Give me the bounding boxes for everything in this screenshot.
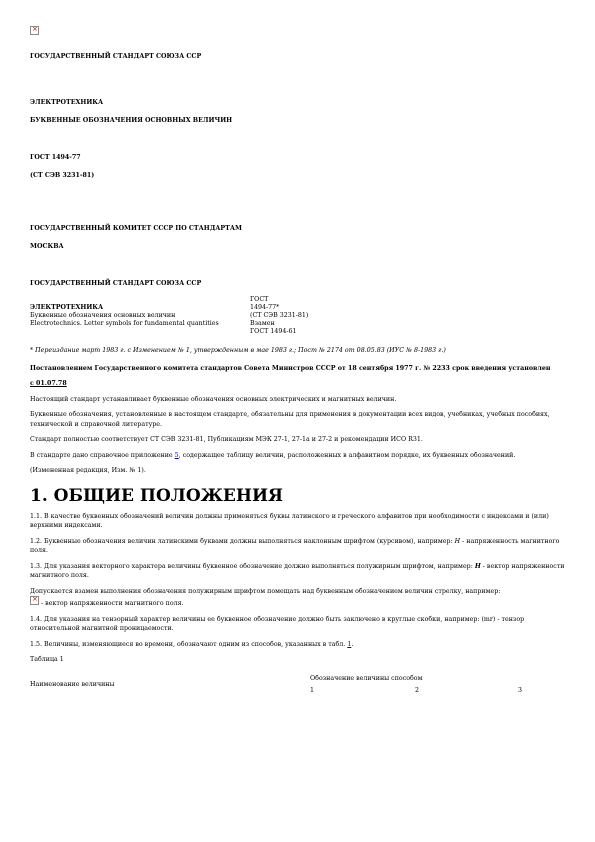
paragraph-4: [30, 451, 575, 461]
paragraph-4-text-a: В стандарте дано справочное приложение: [30, 451, 175, 459]
header-number: 1494-77*: [250, 304, 280, 311]
document-page: [30, 14, 575, 705]
resolution: Постановлением Государственного комитета стандартов Совета Министров СССР от 18 сентября 1977 г. № 2233 срок введения установлен: [30, 364, 551, 372]
table-1-header: [30, 675, 575, 705]
header-subtitle-ru: Буквенные обозначения основных величин: [30, 312, 176, 319]
header-replace: Взамен: [250, 320, 275, 327]
table-col-methods: Обозначение величины способом: [310, 674, 423, 682]
clause-1-2-symbol: H: [454, 537, 461, 545]
table-method-2: 2: [415, 686, 420, 694]
table-col-name: Наименование величины: [30, 680, 115, 688]
clause-1-2-text-b: - напряженность магнитного поля.: [30, 537, 560, 554]
table-1-link[interactable]: 1: [347, 640, 352, 648]
section-title: 1. ОБЩИЕ ПОЛОЖЕНИЯ: [30, 485, 283, 506]
cover-line-7: МОСКВА: [30, 243, 64, 250]
clause-1-5: [30, 640, 575, 650]
paragraph-3: Стандарт полностью соответствует СТ СЭВ 3231-81, Публикациям МЭК 27-1, 27-1а и 27-2 и рекомендации ИСО R31.: [30, 436, 423, 443]
table-method-3: 3: [518, 686, 523, 694]
header-gost: ГОСТ: [250, 296, 269, 303]
clause-1-3-alt: Допускается взамен выполнения обозначения полужирным шрифтом помещать над буквенным обозначением величин стрелку, например:: [30, 587, 501, 595]
paragraph-2: Буквенные обозначения, установленные в настоящем стандарте, обязательны для применения в документации всех видов, учебниках, учебных пособиях, технической и справочной литературе.: [30, 411, 550, 428]
clause-1-3-text-b: - вектор напряженности магнитного поля.: [30, 562, 565, 579]
clause-1-3-symbol: H: [474, 562, 481, 570]
clause-1-5-text-b: .: [351, 640, 354, 648]
clause-1-1: 1.1. В качестве буквенных обозначений величин должны применяться буквы латинского и греческого алфавитов при необходимости с индексами и (или) верхними индексами.: [30, 512, 549, 529]
clause-1-2: [30, 537, 575, 556]
clause-1-3-text-a: 1.3. Для указания векторного характера величины буквенное обозначение должно выполняться полужирным шрифтом, например:: [30, 562, 475, 570]
broken-image-icon: [30, 26, 39, 35]
paragraph-4-text-b: , содержащее таблицу величин, расположенных в алфавитном порядке, их буквенных обозначений.: [178, 451, 516, 459]
header-title-ru: ЭЛЕКТРОТЕХНИКА: [30, 304, 104, 311]
cover-line-1: ГОСУДАРСТВЕННЫЙ СТАНДАРТ СОЮЗА ССР: [30, 53, 202, 60]
cover-line-3: БУКВЕННЫЕ ОБОЗНАЧЕНИЯ ОСНОВНЫХ ВЕЛИЧИН: [30, 117, 233, 124]
cover-line-5: (СТ СЭВ 3231-81): [30, 172, 95, 179]
effective-date: с 01.07.78: [30, 380, 67, 387]
table-method-1: 1: [310, 686, 315, 694]
table-label: Таблица 1: [30, 656, 64, 663]
paragraph-1: Настоящий стандарт устанавливает буквенные обозначения основных электрических и магнитных величин.: [30, 395, 397, 403]
header-st-sev: (СТ СЭВ 3231-81): [250, 312, 309, 319]
clause-1-5-text-a: 1.5. Величины, изменяющиеся во времени, обозначают одним из способов, указанных в табл.: [30, 640, 348, 648]
clause-1-2-text-a: 1.2. Буквенные обозначения величин латинскими буквами должны выполняться наклонным шрифтом (курсивом), например:: [30, 537, 455, 545]
reissue-note: * Переиздание март 1983 г. с Изменением № 1, утвержденным в мае 1983 г.; Пост № 2174 от 08.05.83 (ИУС № 8-1983 г.): [30, 347, 446, 354]
cover-line-4: ГОСТ 1494-77: [30, 153, 81, 161]
clause-1-4: 1.4. Для указания на тензорный характер величины ее буквенное обозначение должно быть заключено в круглые скобки, например: (mr) - тензор относительной магнитной проницаемости.: [30, 615, 525, 632]
header-title-en: Electrotechnics. Letter symbols for fundamental quantities: [30, 320, 219, 327]
paragraph-5: (Измененная редакция, Изм. № 1).: [30, 467, 146, 474]
header-table: [30, 296, 308, 336]
cover-line-2: ЭЛЕКТРОТЕХНИКА: [30, 98, 104, 106]
clause-1-3-alt-example: [30, 596, 575, 609]
header-old: ГОСТ 1494-61: [250, 328, 297, 335]
broken-image-icon: [30, 596, 39, 605]
cover-line-6: ГОСУДАРСТВЕННЫЙ КОМИТЕТ СССР ПО СТАНДАРТАМ: [30, 224, 242, 232]
cover-line-8: ГОСУДАРСТВЕННЫЙ СТАНДАРТ СОЮЗА ССР: [30, 279, 202, 287]
appendix-5-link[interactable]: 5: [174, 451, 179, 459]
clause-1-3: [30, 562, 575, 581]
clause-1-3-alt-text: - вектор напряженности магнитного поля.: [39, 600, 184, 607]
